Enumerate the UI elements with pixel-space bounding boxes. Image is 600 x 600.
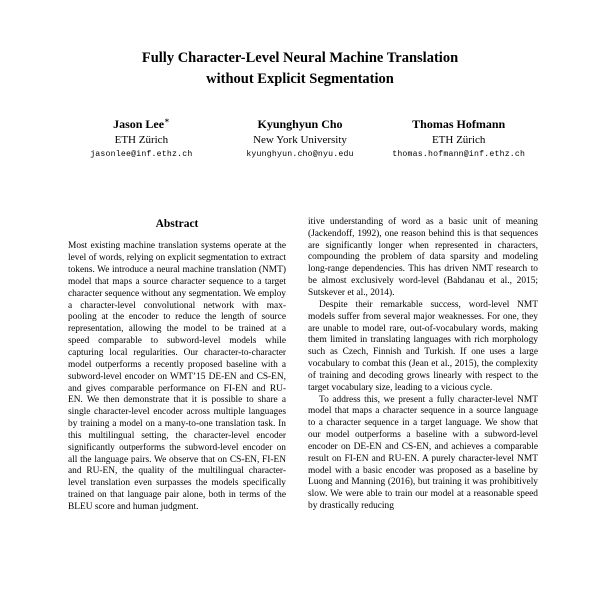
author-3-name: [379, 116, 538, 133]
paper-title-line2: without Explicit Segmentation: [206, 71, 394, 88]
author-2-name-text: Kyunghyun Cho: [257, 117, 343, 132]
left-column: [62, 217, 292, 514]
paper-title-line1: Fully Character-Level Neural Machine Translation: [141, 50, 459, 66]
author-2-affiliation: New York University: [253, 133, 347, 146]
author-3-affiliation: ETH Zürich: [431, 133, 486, 146]
abstract-section: [62, 217, 292, 514]
author-1-footnote-mark: ∗: [164, 116, 170, 126]
author-block: [62, 116, 538, 159]
body-paragraph: To address this, we present a fully character-level NMT model that maps a character sequence in a source language to a character sequence in a target language. We show that our model outperforms a baseline with a subword-level encoder on DE-EN and CS-EN, and achieves a comparable result on FI-EN and RU-EN. A purely character-level NMT model with a basic encoder was proposed as a baseline by Luong and Manning (2016), but training it was prohibitively slow. We were able to train our model at a reasonable speed by drastically reducing: [308, 394, 538, 512]
author-3-email: thomas.hofmann@inf.ethz.ch: [392, 149, 526, 159]
body-paragraph: Despite their remarkable success, word-level NMT models suffer from several major weaknesses. For one, they are unable to model rare, out-of-vocabulary words, making them limited in translating languages with rich morphology such as Czech, Finnish and Turkish. If one uses a large vocabulary to combat this (Jean et al., 2015), the complexity of training and decoding grows linearly with respect to the target vocabulary size, leading to a vicious cycle.: [308, 299, 538, 393]
right-column: [308, 217, 538, 514]
author-1-name: [62, 116, 221, 133]
paper-title: [62, 48, 538, 90]
author-1: [62, 116, 221, 159]
author-2-email: kyunghyun.cho@nyu.edu: [246, 149, 354, 159]
author-1-affiliation: ETH Zürich: [114, 133, 169, 146]
two-column-body: [62, 217, 538, 514]
author-1-name-text: Jason Lee: [113, 117, 165, 132]
abstract-text: Most existing machine translation systems operate at the level of words, relying on explicit segmentation to extract tokens. We introduce a neural machine translation (NMT) model that maps a source character sequence to a target character sequence without any segmentation. We employ a character-level convolutional network with max-pooling at the encoder to reduce the length of source representation, allowing the model to be trained at a speed comparable to subword-level models while capturing local regularities. Our character-to-character model outperforms a recently proposed baseline with a subword-level encoder on WMT’15 DE-EN and CS-EN, and gives comparable performance on FI-EN and RU-EN. We then demonstrate that it is possible to share a single character-level encoder across multiple languages by training a model on a many-to-one translation task. In this multilingual setting, the character-level encoder significantly outperforms the subword-level encoder on all the language pairs. We observe that on CS-EN, FI-EN and RU-EN, the quality of the multilingual character-level translation even surpasses the models specifically trained on that language pair alone, both in terms of the BLEU score and human judgment.: [68, 241, 286, 512]
author-3-name-text: Thomas Hofmann: [412, 117, 506, 132]
abstract-heading: Abstract: [155, 217, 199, 230]
author-3: [379, 116, 538, 159]
author-1-email: jasonlee@inf.ethz.ch: [90, 149, 193, 159]
author-2-name: [221, 116, 380, 133]
author-2: [221, 116, 380, 159]
body-paragraph: itive understanding of word as a basic unit of meaning (Jackendoff, 1992), one reason behind this is that sequences are significantly longer when represented in characters, compounding the problem of data sparsity and modeling long-range dependencies. This has driven NMT research to be almost exclusively word-level (Bahdanau et al., 2015; Sutskever et al., 2014).: [308, 216, 538, 298]
